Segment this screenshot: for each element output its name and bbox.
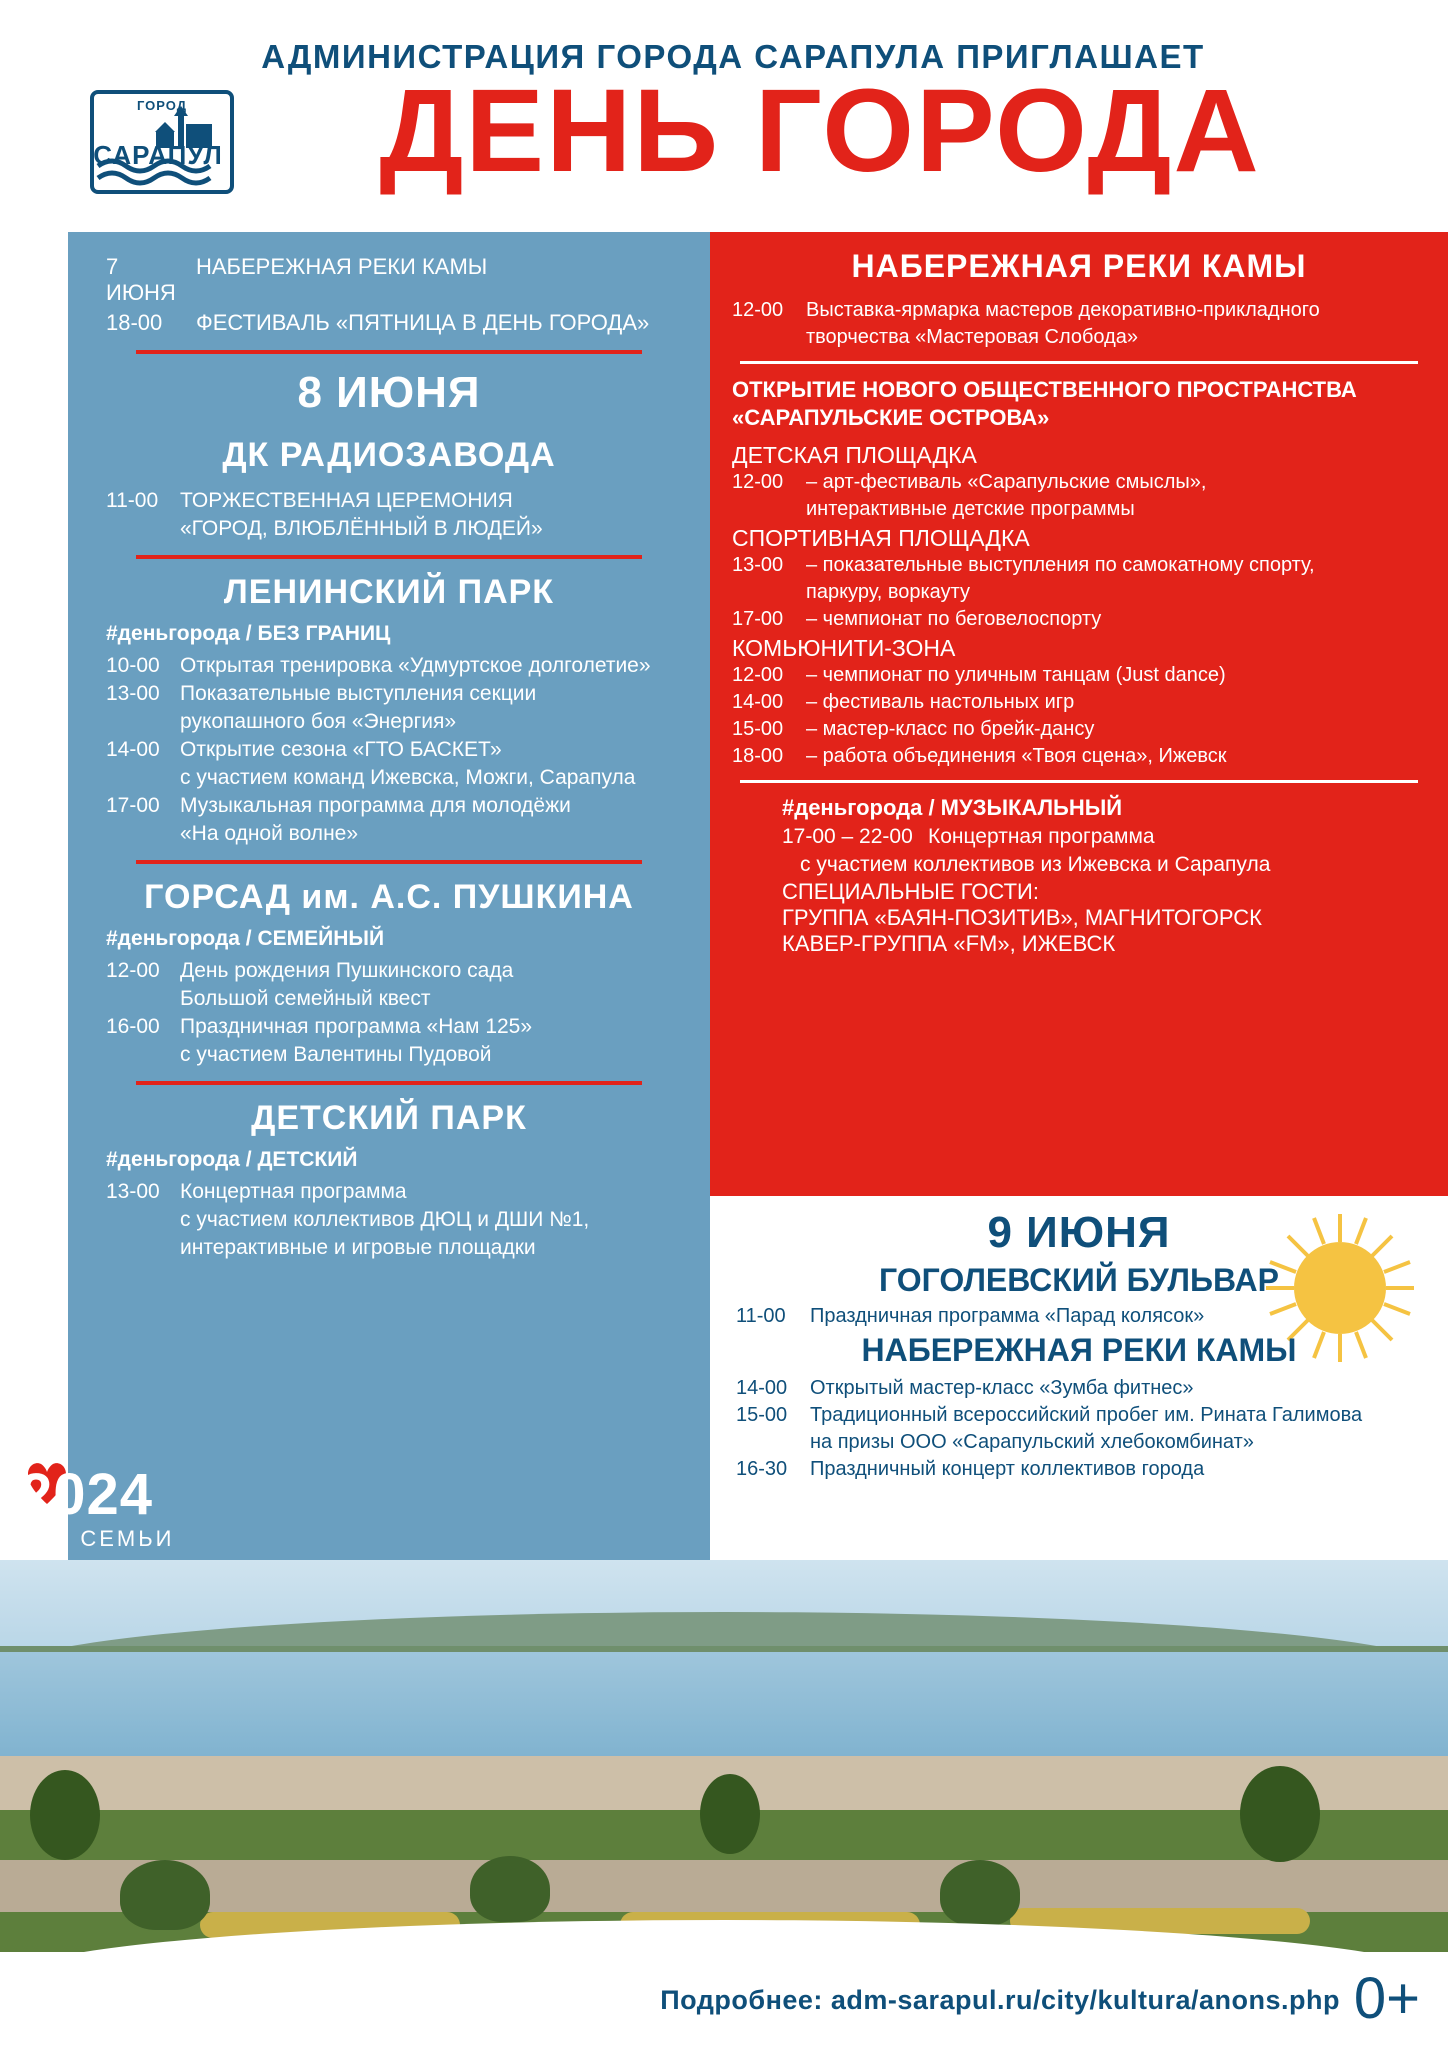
block-title: ЛЕНИНСКИЙ ПАРК [223,573,555,611]
item-time [732,581,806,604]
block-music [732,795,1426,957]
divider [136,350,642,354]
block-detsky-park [106,1099,672,1260]
item-time [106,1043,180,1067]
divider [740,361,1418,364]
photo-tree [1240,1766,1320,1862]
logo-top-text: ГОРОД [136,98,187,113]
item-text: Открытая тренировка «Удмуртское долголетие» [180,654,651,677]
item-text: – чемпионат по беговелоспорту [806,608,1102,630]
item-time [732,326,806,349]
block-title: ГОРСАД им. А.С. ПУШКИНА [144,878,634,916]
item-text: с участием Валентины Пудовой [180,1043,492,1066]
item-time [736,1431,810,1454]
item-text: Показательные выступления секции [180,682,537,705]
zone-title: КОМЬЮНИТИ-ЗОНА [732,635,956,661]
item-text: Большой семейный квест [180,987,431,1010]
item-text: паркуру, воркауту [806,581,970,603]
item-time: 16-00 [106,1015,160,1038]
item-time: 12-00 [732,299,784,321]
block-hashtag: #деньгорода / БЕЗ ГРАНИЦ [106,622,391,645]
photo-bush [470,1856,550,1922]
left-schedule-panel [68,232,710,1582]
block-hashtag: #деньгорода / ДЕТСКИЙ [106,1148,358,1171]
june9-panel [710,1196,1448,1596]
right-naberezhnaya-title: НАБЕРЕЖНАЯ РЕКИ КАМЫ [851,248,1307,284]
age-rating-badge: 0+ [1353,1966,1420,2031]
item-time [106,987,180,1011]
item-time: 14-00 [732,691,784,713]
item-time [106,822,180,846]
item-time: 12-00 [732,471,784,493]
divider [136,1081,642,1085]
june7-event: ФЕСТИВАЛЬ «ПЯТНИЦА В ДЕНЬ ГОРОДА» [196,310,650,335]
june8-title: 8 ИЮНЯ [297,368,481,417]
zone-title: СПОРТИВНАЯ ПЛОЩАДКА [732,525,1030,551]
item-text: – чемпионат по уличным танцам (Just dance) [806,664,1226,686]
item-text: Открытие сезона «ГТО БАСКЕТ» [180,738,502,761]
item-text: «ГОРОД, ВЛЮБЛЁННЫЙ В ЛЮДЕЙ» [180,517,543,540]
more-info-link[interactable]: Подробнее: adm-sarapul.ru/city/kultura/anons.php [660,1985,1340,2015]
open-space-title-1: ОТКРЫТИЕ НОВОГО ОБЩЕСТВЕННОГО ПРОСТРАНСТВА [732,377,1357,402]
item-time: 11-00 [736,1305,786,1327]
item-text: – работа объединения «Твоя сцена», Ижевск [806,745,1227,767]
photo-bush [120,1860,210,1930]
item-time [106,1208,180,1232]
item-time: 15-00 [732,718,784,740]
block-title: НАБЕРЕЖНАЯ РЕКИ КАМЫ [861,1332,1297,1368]
item-text: с участием команд Ижевска, Можги, Сарапула [180,766,636,789]
photo-path [0,1860,1448,1912]
item-time: 13-00 [106,682,160,705]
item-time: 14-00 [736,1377,788,1399]
item-text: интерактивные и игровые площадки [180,1236,536,1259]
item-time: 11-00 [106,489,159,512]
zone-community [732,635,1426,768]
june7-block [106,254,672,336]
block-title: ДК РАДИОЗАВОДА [222,436,556,474]
embankment-photo [0,1560,1448,1980]
item-text: – фестиваль настольных игр [806,691,1075,713]
item-time: 15-00 [736,1404,788,1426]
item-time: 10-00 [106,654,160,677]
zone-title: ДЕТСКАЯ ПЛОЩАДКА [732,442,977,468]
year-badge [20,1462,175,1552]
item-time: 18-00 [732,745,784,767]
item-time [106,1236,180,1260]
june7-place: НАБЕРЕЖНАЯ РЕКИ КАМЫ [196,254,488,279]
item-time: 17-00 [106,794,160,817]
block-dk-radiozavoda [106,436,672,541]
music-guest-2: КАВЕР-ГРУППА «FM», ИЖЕВСК [782,931,1116,956]
june9-title: 9 ИЮНЯ [987,1208,1171,1257]
item-text: Праздничная программа «Нам 125» [180,1015,533,1038]
zone-children-playground [732,442,1426,521]
item-text: – показательные выступления по самокатному спорту, [806,554,1315,576]
item-text: «На одной волне» [180,822,359,845]
item-time: 17-00 [732,608,784,630]
block-title: ДЕТСКИЙ ПАРК [251,1099,527,1137]
photo-river [0,1652,1448,1762]
music-line2: с участием коллективов из Ижевска и Сарапула [800,853,1271,876]
zone-sport-playground [732,525,1426,631]
photo-tree [700,1774,760,1854]
open-space-title-2: «САРАПУЛЬСКИЕ ОСТРОВА» [732,405,1050,430]
item-text: Открытый мастер-класс «Зумба фитнес» [810,1377,1194,1399]
music-guest-1: ГРУППА «БАЯН-ПОЗИТИВ», МАГНИТОГОРСК [782,905,1262,930]
item-text: ТОРЖЕСТВЕННАЯ ЦЕРЕМОНИЯ [180,489,513,512]
poster-header [0,0,1448,232]
divider [740,780,1418,783]
block-title: ГОГОЛЕВСКИЙ БУЛЬВАР [879,1262,1279,1298]
june9-block-gogolevsky [736,1262,1422,1328]
divider [136,555,642,559]
item-text: – арт-фестиваль «Сарапульские смыслы», [806,471,1207,493]
item-time: 16-30 [736,1458,788,1480]
item-text: Концертная программа [180,1180,407,1203]
year-number: 2024 [20,1462,154,1527]
item-text: интерактивные детские программы [806,498,1135,520]
music-guests-title: СПЕЦИАЛЬНЫЕ ГОСТИ: [782,879,1039,904]
item-time: 12-00 [106,959,160,982]
june7-time: 18-00 [106,310,163,335]
item-time: 13-00 [106,1180,160,1203]
item-text: Выставка-ярмарка мастеров декоративно-прикладного [806,299,1320,321]
item-text: Музыкальная программа для молодёжи [180,794,571,817]
item-text: Традиционный всероссийский пробег им. Рината Галимова [810,1404,1363,1426]
music-time: 17-00 – 22-00 [782,825,913,848]
item-time [106,710,180,734]
logo-bottom-text: САРАПУЛ [93,140,223,170]
music-hashtag: #деньгорода / МУЗЫКАЛЬНЫЙ [782,795,1123,820]
item-text: рукопашного боя «Энергия» [180,710,457,733]
year-caption: ГОД СЕМЬИ [20,1526,175,1551]
june9-block-naberezhnaya [736,1332,1422,1481]
invitation-line: АДМИНИСТРАЦИЯ ГОРОДА САРАПУЛА ПРИГЛАШАЕТ [261,38,1205,75]
divider [136,860,642,864]
item-time [732,498,806,521]
block-leninsky-park [106,573,672,846]
item-time [106,517,180,541]
item-text: День рождения Пушкинского сада [180,959,514,982]
block-hashtag: #деньгорода / СЕМЕЙНЫЙ [106,927,385,950]
item-time [106,766,180,790]
item-text: Праздничный концерт коллективов города [810,1458,1205,1480]
item-text: Праздничная программа «Парад колясок» [810,1305,1205,1327]
item-time: 12-00 [732,664,784,686]
item-text: с участием коллективов ДЮЦ и ДШИ №1, [180,1208,590,1231]
item-time: 13-00 [732,554,784,576]
item-text: творчества «Мастеровая Слобода» [806,326,1139,348]
item-text: на призы ООО «Сарапульский хлебокомбинат» [810,1431,1254,1453]
item-text: – мастер-класс по брейк-дансу [806,718,1095,740]
photo-bush [940,1860,1020,1926]
page-title: ДЕНЬ ГОРОДА [379,65,1261,197]
june7-date: 7 ИЮНЯ [106,254,176,305]
block-gorsad-pushkina [106,878,672,1067]
item-time: 14-00 [106,738,160,761]
music-line1: Концертная программа [928,825,1155,848]
photo-tree [30,1770,100,1860]
